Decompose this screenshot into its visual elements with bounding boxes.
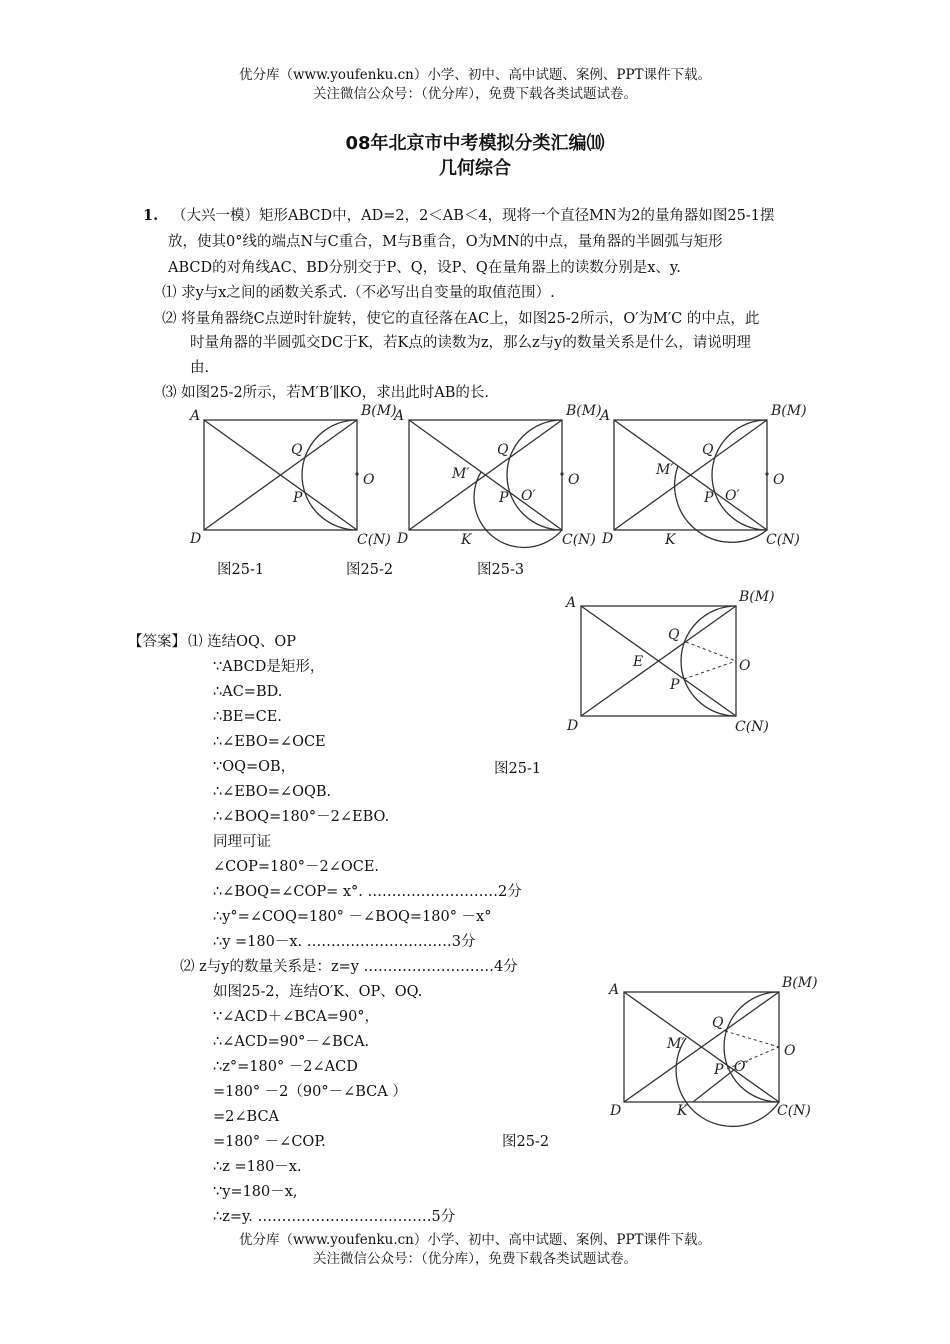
label-o-prime: O′ (521, 488, 536, 504)
answer-line: ∵ABCD是矩形， (213, 659, 325, 675)
label-o: O (363, 472, 375, 488)
answer-line: 同理可证 (213, 834, 271, 850)
question-2-line-2: 时量角器的半圆弧交DC于K，若K点的读数为z，那么z与y的数量关系是什么，请说明理 (190, 335, 751, 351)
original-arc (507, 420, 562, 530)
answer-line: ∴∠ACD=90°－∠BCA. (213, 1034, 370, 1050)
label-b-m: B(M) (361, 403, 397, 419)
answer-line: =180° －∠COP. (213, 1134, 326, 1150)
figure-25-1 (185, 402, 397, 552)
answer-line: ∴∠BOQ=∠COP= x°. ………………………2分 (213, 884, 522, 900)
label-q: Q (291, 442, 303, 458)
caption-fig-25-3: 图25-3 (477, 562, 525, 578)
label-m-prime: M′ (656, 462, 674, 478)
problem-line-1: （大兴一模）矩形ABCD中，AD=2，2＜AB＜4，现将一个直径MN为2的量角器如图25-1摆 (172, 208, 775, 224)
original-arc (724, 992, 779, 1102)
label-d: D (190, 531, 202, 547)
point-o (355, 472, 358, 475)
label-a: A (394, 408, 405, 424)
answer-label: 【答案】 (128, 634, 186, 650)
question-2-line-3: 由. (190, 360, 210, 376)
label-q: Q (712, 1015, 724, 1031)
label-p: P (704, 490, 714, 506)
label-m-prime: M′ (452, 466, 470, 482)
answer-line: =2∠BCA (213, 1109, 280, 1125)
label-c-n: C(N) (357, 532, 391, 548)
original-arc (712, 420, 767, 530)
answer-line: ∴y =180－x. …………………………3分 (213, 934, 476, 950)
answer-line: ∴z=y. ………………………………5分 (213, 1209, 456, 1225)
label-a: A (600, 408, 611, 424)
label-o: O (568, 472, 580, 488)
page-subtitle: 几何综合 (439, 158, 511, 179)
question-3: ⑶ 如图25-2所示，若M′B′∥KO，求出此时AB的长. (162, 385, 490, 401)
label-e: E (633, 654, 644, 670)
label-b-m: B(M) (782, 975, 818, 991)
protractor-arc (681, 606, 736, 716)
answer-line: ⑵ z与y的数量关系是：z=y ………………………4分 (180, 959, 518, 975)
caption-answer-fig-25-1: 图25-1 (494, 761, 542, 777)
label-d: D (610, 1103, 622, 1119)
header-line-2: 关注微信公众号：（优分库），免费下载各类试题试卷。 (313, 86, 637, 102)
point-o (765, 472, 768, 475)
rotated-protractor-arc (474, 472, 562, 547)
protractor-arc (302, 420, 357, 530)
label-k: K (461, 532, 472, 548)
problem-number: 1. (143, 207, 159, 224)
label-d: D (397, 531, 409, 547)
answer-line: ∴y°=∠COQ=180° －∠BOQ=180° －x° (213, 909, 492, 925)
label-d: D (602, 531, 614, 547)
question-2-line-1: ⑵ 将量角器绕C点逆时针旋转，使它的直径落在AC上，如图25-2所示，O′为M′C 的中点，此 (162, 311, 760, 327)
label-c-n: C(N) (777, 1103, 811, 1119)
label-d: D (567, 718, 579, 734)
answer-line: =180° －2（90°－∠BCA ） (213, 1084, 407, 1100)
figure-25-2 (392, 402, 602, 552)
caption-answer-fig-25-2: 图25-2 (502, 1134, 550, 1150)
label-p: P (714, 1062, 724, 1078)
label-m-prime: M′ (667, 1036, 685, 1052)
label-q: Q (497, 442, 509, 458)
point-o (560, 472, 563, 475)
figure-25-3 (598, 402, 807, 552)
answer-line: ∴∠EBO=∠OQB. (213, 784, 332, 800)
segment-op (684, 661, 736, 679)
caption-fig-25-1: 图25-1 (217, 562, 265, 578)
label-b-m: B(M) (739, 589, 775, 605)
answer-line: ∴∠EBO=∠OCE (213, 734, 326, 750)
label-p: P (293, 490, 303, 506)
answer-line: ⑴ 连结OQ、OP (188, 634, 297, 650)
answer-line: ∴z°=180° －2∠ACD (213, 1059, 358, 1075)
label-b-m: B(M) (771, 403, 807, 419)
rotated-protractor-arc (676, 1038, 779, 1126)
label-a: A (566, 595, 577, 611)
answer-line: 如图25-2，连结O′K、OP、OQ. (213, 984, 423, 1000)
label-a: A (190, 408, 201, 424)
label-c-n: C(N) (735, 719, 769, 735)
answer-line: ∴AC=BD. (213, 684, 283, 700)
label-o-prime: O′ (734, 1059, 749, 1075)
answer-line: ∴∠BOQ=180°－2∠EBO. (213, 809, 390, 825)
label-c-n: C(N) (766, 532, 800, 548)
question-1: ⑴ 求y与x之间的函数关系式.（不必写出自变量的取值范围）. (162, 285, 555, 301)
label-q: Q (668, 627, 680, 643)
label-a: A (609, 982, 620, 998)
answer-line: ∵OQ=OB， (213, 759, 296, 775)
header-line-1: 优分库（www.youfenku.cn）小学、初中、高中试题、案例、PPT课件下载。 (238, 67, 712, 83)
answer-line: ∴BE=CE. (213, 709, 282, 725)
page-title: 08年北京市中考模拟分类汇编⑽ (345, 133, 605, 154)
answer-line: ∠COP=180°－2∠OCE. (213, 859, 380, 875)
segment-oq (686, 642, 736, 661)
segment-oq (725, 1031, 779, 1047)
label-k: K (665, 532, 676, 548)
problem-line-3: ABCD的对角线AC、BD分别交于P、Q，设P、Q在量角器上的读数分别是x、y. (168, 260, 681, 276)
label-o: O (784, 1043, 796, 1059)
answer-line: ∴z =180－x. (213, 1159, 302, 1175)
label-p: P (670, 677, 680, 693)
label-k: K (677, 1103, 688, 1119)
label-o: O (739, 658, 751, 674)
problem-line-2: 放，使其0°线的端点N与C重合，M与B重合，O为MN的中点，量角器的半圆弧与矩形 (168, 234, 723, 250)
label-q: Q (702, 442, 714, 458)
label-p: P (499, 490, 509, 506)
answer-line: ∵y=180－x, (213, 1184, 298, 1200)
answer-figure-25-2 (605, 970, 825, 1120)
answer-line: ∵∠ACD＋∠BCA=90°， (213, 1009, 380, 1025)
caption-fig-25-2: 图25-2 (346, 562, 394, 578)
label-b-m: B(M) (566, 403, 602, 419)
label-c-n: C(N) (562, 532, 596, 548)
label-o: O (773, 472, 785, 488)
footer-line-2: 关注微信公众号：（优分库），免费下载各类试题试卷。 (313, 1251, 637, 1267)
footer-line-1: 优分库（www.youfenku.cn）小学、初中、高中试题、案例、PPT课件下载。 (238, 1232, 712, 1248)
answer-figure-25-1 (560, 585, 780, 740)
label-o-prime: O′ (725, 488, 740, 504)
